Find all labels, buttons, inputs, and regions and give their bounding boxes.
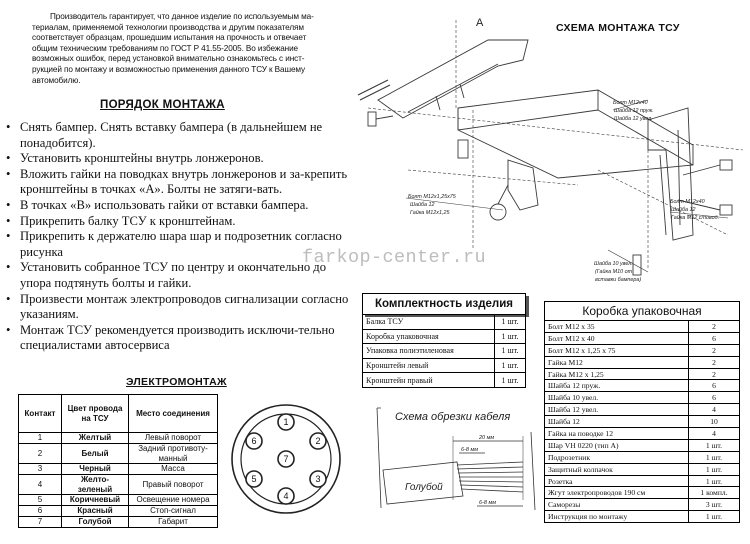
pin-label: 2 <box>315 436 321 446</box>
box-item: Болт М12 х 1,25 х 75 <box>545 344 689 356</box>
kit-qty: 1 шт. <box>495 315 526 330</box>
warranty-line: соответствует образцам, прошедшим испытания на прочность и отвечает <box>32 33 307 43</box>
warranty-text <box>32 12 370 86</box>
callout-text: Шайба 12 <box>410 202 435 208</box>
pin-label: 1 <box>283 417 289 427</box>
table-row <box>545 356 740 368</box>
callout-text: Болт М12х40 <box>670 199 705 205</box>
assembly-centerlines <box>368 20 743 270</box>
warranty-line: рукцией по монтажу и возможностью применения данного ТСУ к Вашему <box>32 64 306 74</box>
kit-item: Балка ТСУ <box>363 315 495 330</box>
box-qty: 1 шт. <box>689 439 740 451</box>
left-bracket <box>378 40 528 118</box>
box-qty: 2 <box>689 344 740 356</box>
pin-number: 1 <box>19 433 62 444</box>
step-item: • Прикрепить к держателю шара шар и подрозетник согласно рисунка <box>4 229 356 260</box>
dim-total-label: 20 мм <box>479 435 495 441</box>
box-item: Защитный колпачок <box>545 463 689 475</box>
wire-color-label: Голубой <box>405 482 443 493</box>
box-qty: 4 <box>689 428 740 440</box>
box-qty: 1 шт. <box>689 475 740 487</box>
drawing-callouts <box>408 17 719 283</box>
box-qty: 6 <box>689 380 740 392</box>
kit-qty: 1 шт. <box>495 344 526 359</box>
left-bolts <box>358 80 390 100</box>
wire-color: Красный <box>62 506 129 517</box>
right-nut <box>720 205 732 215</box>
table-row <box>545 428 740 440</box>
kit-qty: 1 шт. <box>495 358 526 373</box>
box-item: Шайба 10 увел. <box>545 392 689 404</box>
box-table <box>544 320 740 523</box>
box-item: Жгут электропроводов 190 см <box>545 487 689 499</box>
table-row <box>545 368 740 380</box>
warranty-line: автомобилю. <box>32 75 81 85</box>
tow-ball-neck <box>498 185 508 204</box>
box-item: Гайка на поводке 12 <box>545 428 689 440</box>
box-qty: 3 шт. <box>689 499 740 511</box>
box-qty: 6 <box>689 392 740 404</box>
box-qty: 1 шт. <box>689 511 740 523</box>
packing-box <box>544 301 740 523</box>
pin-number: 3 <box>19 464 62 475</box>
table-row <box>545 344 740 356</box>
box-item: Инструкция по монтажу <box>545 511 689 523</box>
center-bolt <box>458 140 468 158</box>
box-item: Шайба 12 пруж. <box>545 380 689 392</box>
connection-point: Правый поворот <box>129 475 218 495</box>
table-row <box>19 495 218 506</box>
box-title: Коробка упаковочная <box>544 301 740 320</box>
callout-text: Болт М12х40 <box>613 100 648 106</box>
dim-b-label: 6-8 мм <box>479 500 497 506</box>
callout-text: Шайба 12 <box>671 207 696 213</box>
kit-contents <box>362 293 526 388</box>
box-qty: 1 компл. <box>689 487 740 499</box>
callout-text: Шайба 10 увел. <box>594 261 633 267</box>
pin-label: 7 <box>283 454 289 464</box>
pin-label: 6 <box>251 436 257 446</box>
frame-right <box>531 432 535 510</box>
table-row <box>545 392 740 404</box>
wire-color: Черный <box>62 464 129 475</box>
table-row <box>363 373 526 388</box>
wire-color: Желтый <box>62 433 129 444</box>
connection-point: Освещение номера <box>129 495 218 506</box>
callout-text: вставки бампера) <box>595 277 642 283</box>
table-row <box>19 433 218 444</box>
callout-text: Шайба 12 пруж. <box>614 108 654 114</box>
box-item: Розетка <box>545 475 689 487</box>
ball-holder <box>508 160 538 210</box>
tow-bar-beam-edges <box>458 90 693 165</box>
table-row <box>545 475 740 487</box>
box-item: Шар VH 0220 (тип А) <box>545 439 689 451</box>
step-item: • Вложить гайки на поводках внутрь лонжеронов и за-крепить кронштейны в точках «А». Болты не затяги-вать. <box>4 167 356 198</box>
col-header: Контакт <box>19 395 62 433</box>
left-bolt-shaft <box>376 116 393 119</box>
table-row <box>545 499 740 511</box>
table-row <box>19 506 218 517</box>
kit-qty: 1 шт. <box>495 373 526 388</box>
box-item: Болт М12 х 40 <box>545 332 689 344</box>
frame-left <box>377 408 381 508</box>
box-qty: 6 <box>689 332 740 344</box>
warranty-line: возможных ошибок, перед установкой внимательно ознакомьтесь с инст- <box>32 54 305 64</box>
table-row <box>363 358 526 373</box>
warranty-line: Производитель гарантирует, что данное изделие по используемым ма- <box>50 12 314 21</box>
step-item: • Монтаж ТСУ рекомендуется производить исключи-тельно специалистами автосервиса <box>4 323 356 354</box>
pin-number: 6 <box>19 506 62 517</box>
table-row <box>545 416 740 428</box>
wiring-table <box>18 394 218 528</box>
box-qty: 2 <box>689 321 740 333</box>
col-header: Цвет провода на ТСУ <box>62 395 129 433</box>
pin-number: 7 <box>19 517 62 528</box>
pin-number: 4 <box>19 475 62 495</box>
table-row <box>545 332 740 344</box>
table-row <box>545 487 740 499</box>
tow-ball <box>490 204 506 220</box>
tow-bar-exploded-view <box>358 20 743 275</box>
callout-text: Болт М12х1,25х75 <box>408 194 456 200</box>
box-qty: 2 <box>689 368 740 380</box>
box-qty: 10 <box>689 416 740 428</box>
step-item: • Установить кронштейны внутрь лонжеронов. <box>4 151 356 167</box>
kit-item: Кронштейн левый <box>363 358 495 373</box>
box-qty: 1 шт. <box>689 451 740 463</box>
connection-point: Задний противоту-манный <box>129 444 218 464</box>
col-header: Место соединения <box>129 395 218 433</box>
pin-number: 5 <box>19 495 62 506</box>
pin-label: 4 <box>283 491 289 501</box>
step-item: • Прикрепить балку ТСУ к кронштейнам. <box>4 214 356 230</box>
wire-color: Желто-зеленый <box>62 475 129 495</box>
cable-drawing <box>377 408 535 510</box>
kit-item: Коробка упаковочная <box>363 329 495 344</box>
box-item: Подрозетник <box>545 451 689 463</box>
box-item: Шайба 12 увел. <box>545 404 689 416</box>
cable-scheme-title: Схема обрезки кабеля <box>395 411 511 423</box>
connection-point: Габарит <box>129 517 218 528</box>
table-header-row <box>19 395 218 433</box>
table-row <box>545 451 740 463</box>
box-item: Гайка М12 <box>545 356 689 368</box>
step-item: • Установить собранное ТСУ по центру и окончательно до упора подтянуть болты и гайки. <box>4 260 356 291</box>
step-item: • Произвести монтаж электропроводов сигнализации согласно указаниям. <box>4 292 356 323</box>
right-nut <box>720 160 732 170</box>
warranty-line: териалам, применяемой технологии производства и другим показателям <box>32 22 304 32</box>
step-item: • Снять бампер. Снять вставку бампера (в дальнейшем не понадобится). <box>4 120 356 151</box>
table-row <box>545 380 740 392</box>
table-row <box>19 517 218 528</box>
step-item: • В точках «В» использовать гайки от вставки бампера. <box>4 198 356 214</box>
mounting-scheme-title: СХЕМА МОНТАЖА ТСУ <box>556 22 680 34</box>
table-row <box>19 464 218 475</box>
connector-socket-diagram <box>228 401 344 517</box>
table-row <box>363 315 526 330</box>
callout-text: Шайба 12 увел. <box>614 116 653 122</box>
installation-steps <box>4 120 356 354</box>
connection-point: Стоп-сигнал <box>129 506 218 517</box>
installation-order-title: ПОРЯДОК МОНТАЖА <box>100 99 225 111</box>
connection-point: Левый поворот <box>129 433 218 444</box>
kit-title: Комплектность изделия <box>362 293 526 314</box>
kit-table <box>362 314 526 388</box>
kit-item: Кронштейн правый <box>363 373 495 388</box>
callout-text: Гайка М12 с/повод. <box>671 215 720 221</box>
cable-wires <box>457 462 523 492</box>
table-row <box>545 404 740 416</box>
callout-text: (Гайка М10 от <box>595 269 633 275</box>
table-row <box>363 344 526 359</box>
table-row <box>545 511 740 523</box>
pin-label: 3 <box>315 474 321 484</box>
table-row <box>545 321 740 333</box>
box-qty: 2 <box>689 356 740 368</box>
box-qty: 4 <box>689 404 740 416</box>
box-qty: 1 шт. <box>689 463 740 475</box>
table-row <box>545 463 740 475</box>
kit-item: Упаковка полиэтиленовая <box>363 344 495 359</box>
box-item: Саморезы <box>545 499 689 511</box>
wire-color: Голубой <box>62 517 129 528</box>
left-bolt-head <box>368 112 376 126</box>
table-row <box>19 475 218 495</box>
warranty-line: общим техническим требованиям по ГОСТ Р 41.55-2005. Во избежание <box>32 43 298 53</box>
box-item: Болт М12 х 35 <box>545 321 689 333</box>
table-row <box>545 439 740 451</box>
connection-point: Масса <box>129 464 218 475</box>
point-a-label: A <box>476 17 484 29</box>
wire-color: Белый <box>62 444 129 464</box>
site-watermark: farkop-center.ru <box>302 247 487 268</box>
table-row <box>363 329 526 344</box>
wire-color: Коричневый <box>62 495 129 506</box>
electrical-title: ЭЛЕКТРОМОНТАЖ <box>126 376 227 388</box>
cable-cutting-diagram <box>373 398 537 514</box>
kit-qty: 1 шт. <box>495 329 526 344</box>
box-item: Гайка М12 х 1,25 <box>545 368 689 380</box>
callout-text: Гайка М12х1,25 <box>410 210 450 216</box>
bottom-bolt <box>633 255 641 275</box>
tow-bar-beam <box>458 90 693 178</box>
table-row <box>19 444 218 464</box>
box-item: Шайба 12 <box>545 416 689 428</box>
pin-number: 2 <box>19 444 62 464</box>
dim-a-label: 6-8 мм <box>461 447 479 453</box>
pin-label: 5 <box>251 474 257 484</box>
